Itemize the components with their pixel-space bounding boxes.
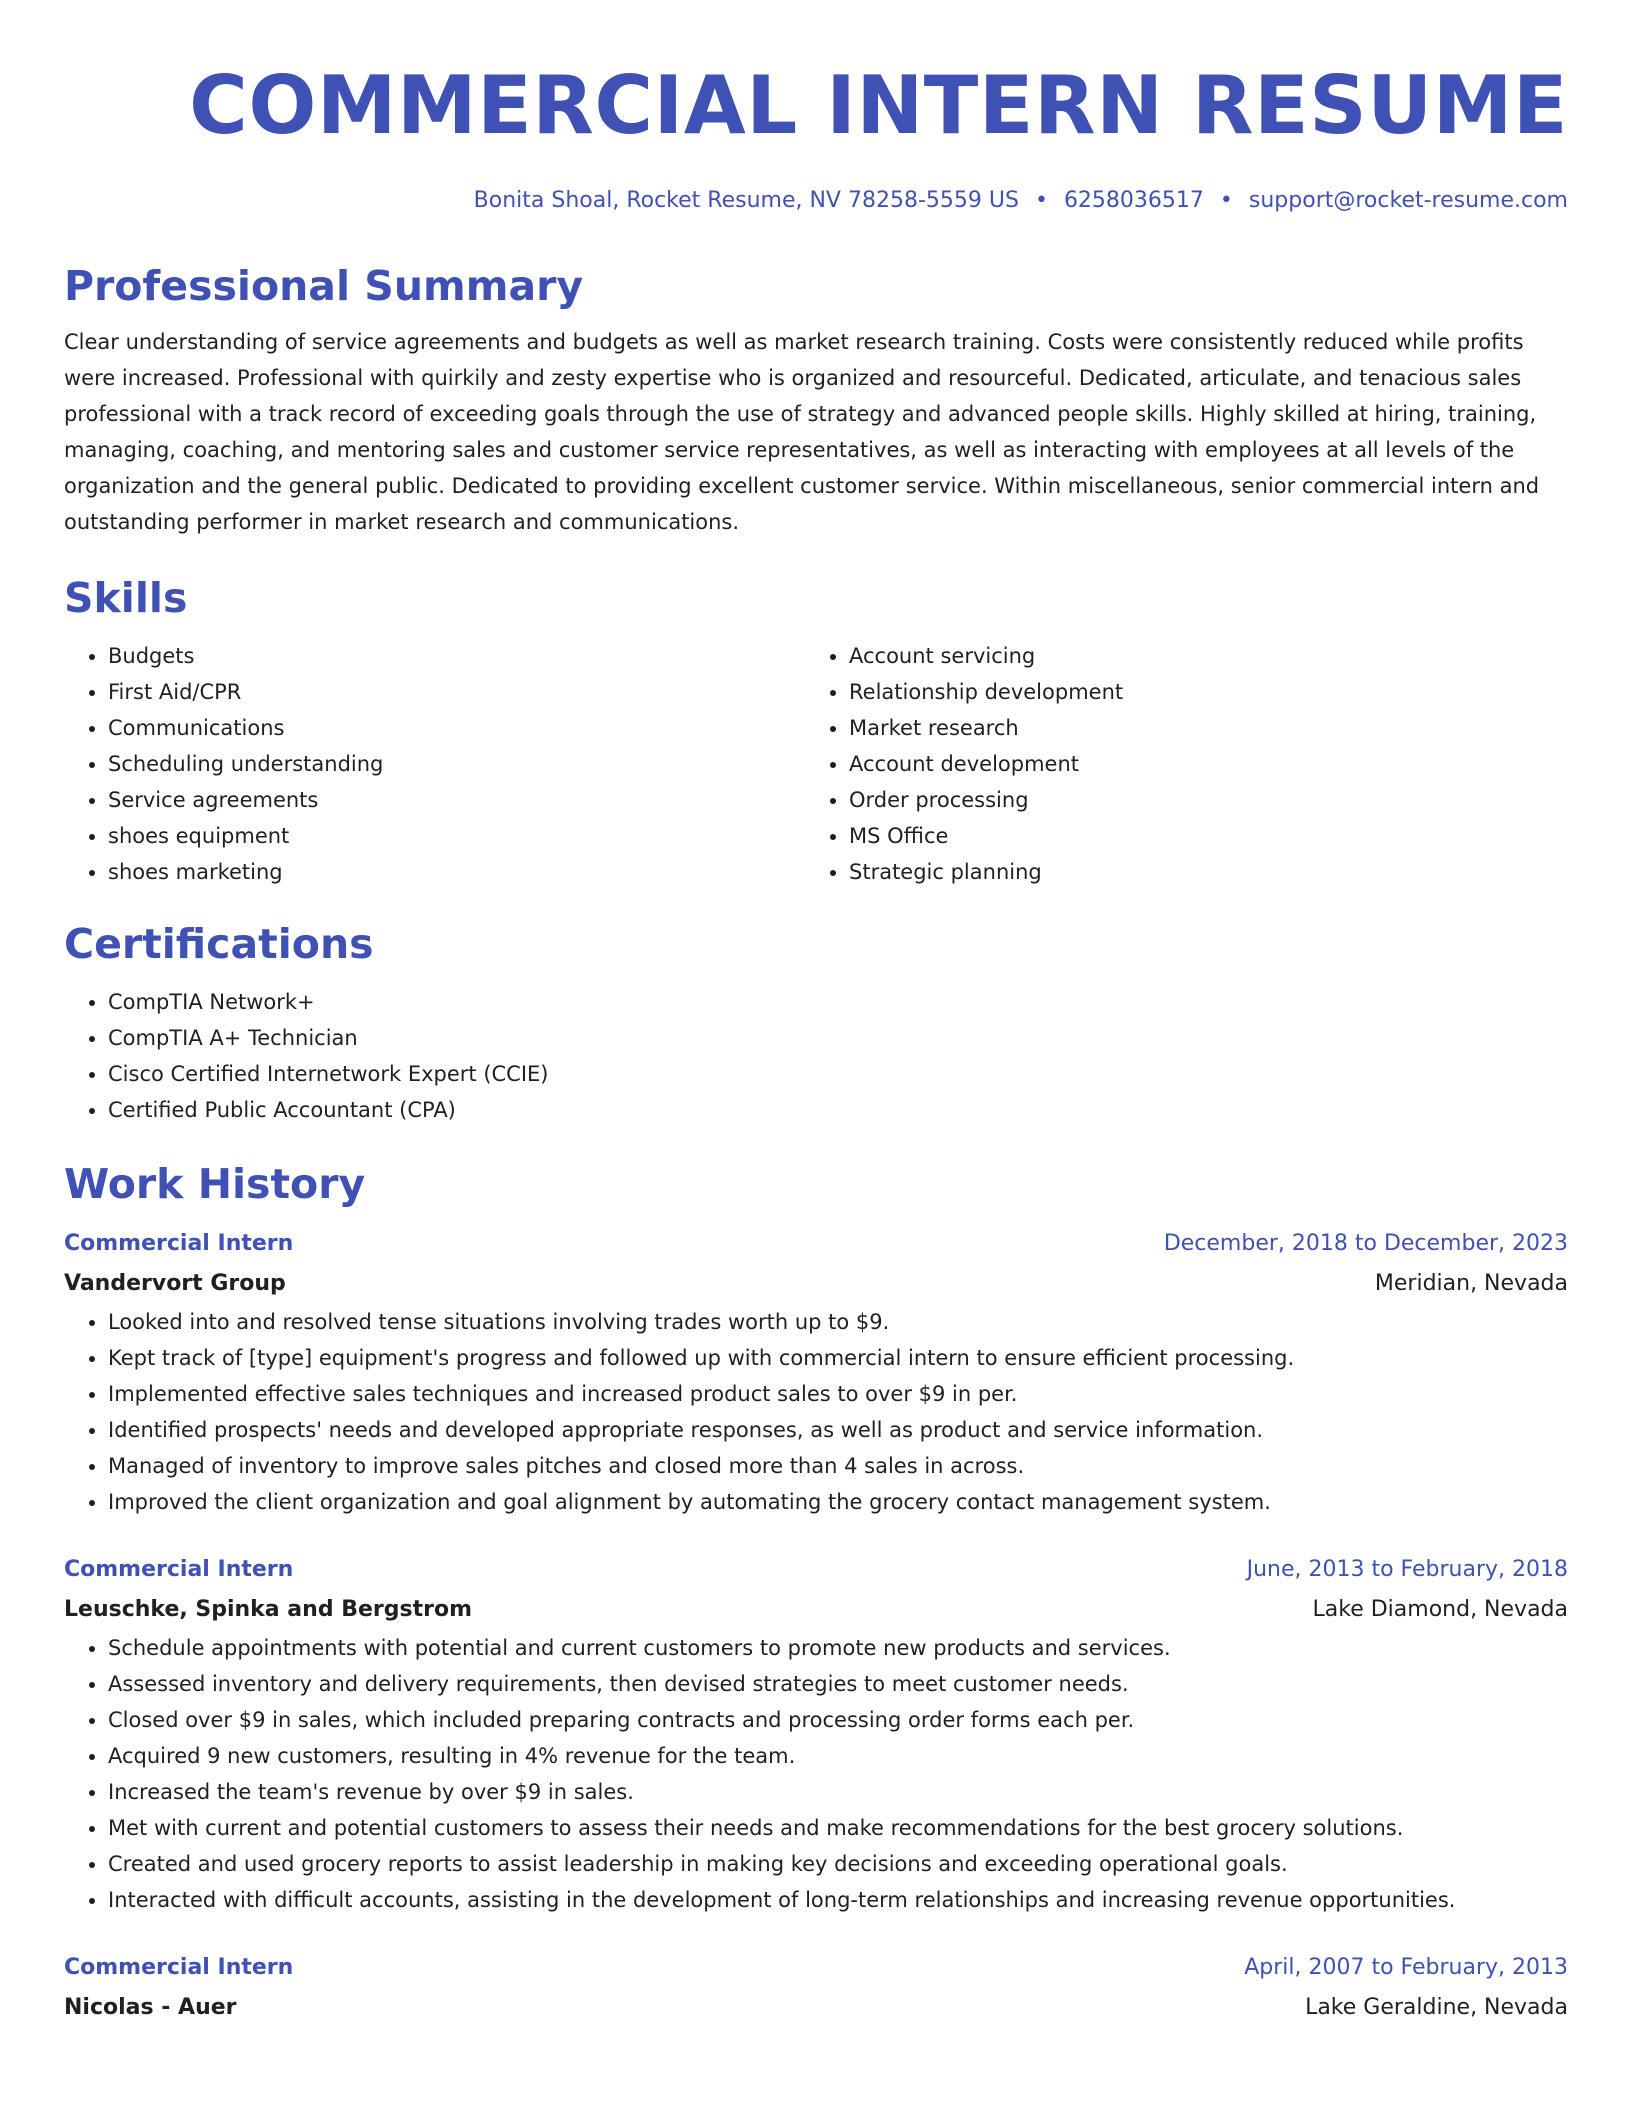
summary-text: Clear understanding of service agreements and budgets as well as market research training. Costs were consistently reduced while profits were increased. Professional with quirkily and zesty expertise who is organized and resourceful. Dedicated, articulate, and tenacious sales professional with a track record of exceeding goals through the use of strategy and advanced people skills. Highly skilled at hiring, training, managing, coaching, and mentoring sales and customer service representatives, as well as interacting with employees at all levels of the organization and the general public. Dedicated to providing excellent customer service. Within miscellaneous, senior commercial intern and outstanding performer in market research and communications. (64, 330, 1540, 534)
job-bullet: • Increased the team's revenue by over $9 in sales. (108, 1774, 1568, 1810)
job-header (64, 1550, 1568, 1590)
skills-heading: Skills (64, 574, 188, 622)
certification-item: • CompTIA A+ Technician (108, 1020, 1568, 1056)
job-bullet: • Identified prospects' needs and developed appropriate responses, as well as product and service information. (108, 1412, 1568, 1448)
job-title: Commercial Intern (64, 1557, 294, 1582)
job-entry (64, 1948, 1568, 2028)
certification-item: • Certified Public Accountant (CPA) (108, 1092, 1568, 1128)
work-history-section (64, 1158, 1568, 2028)
skill-item: • shoes marketing (108, 854, 805, 890)
resume-title: COMMERCIAL INTERN RESUME (189, 59, 1568, 152)
contact-phone: 6258036517 (1063, 188, 1204, 213)
contact-email[interactable]: support@rocket-resume.com (1248, 188, 1568, 213)
job-bullet: • Closed over $9 in sales, which included preparing contracts and processing order forms each per. (108, 1702, 1568, 1738)
contact-separator: • (1034, 188, 1048, 213)
certifications-list (64, 984, 1568, 1128)
summary-section (64, 260, 1568, 540)
contact-separator: • (1219, 188, 1233, 213)
skills-column-left (64, 638, 805, 890)
job-bullet: • Assessed inventory and delivery requirements, then devised strategies to meet customer needs. (108, 1666, 1568, 1702)
job-header (64, 1948, 1568, 1988)
skill-item: • Communications (108, 710, 805, 746)
skill-item: • Relationship development (849, 674, 1546, 710)
job-dates: June, 2013 to February, 2018 (1246, 1557, 1568, 1582)
skills-section (64, 572, 1568, 890)
job-bullet: • Created and used grocery reports to assist leadership in making key decisions and exceeding operational goals. (108, 1846, 1568, 1882)
skill-item: • MS Office (849, 818, 1546, 854)
job-bullet: • Schedule appointments with potential and current customers to promote new products and services. (108, 1630, 1568, 1666)
job-bullet: • Met with current and potential customers to assess their needs and make recommendations for the best grocery solutions. (108, 1810, 1568, 1846)
skills-column-right (805, 638, 1546, 890)
skill-item: • Account servicing (849, 638, 1546, 674)
skill-item: • Scheduling understanding (108, 746, 805, 782)
skill-item: • First Aid/CPR (108, 674, 805, 710)
job-bullet: • Improved the client organization and goal alignment by automating the grocery contact management system. (108, 1484, 1568, 1520)
skills-columns (64, 638, 1568, 890)
job-bullet: • Interacted with difficult accounts, assisting in the development of long-term relationships and increasing revenue opportunities. (108, 1882, 1568, 1918)
job-bullet: • Implemented effective sales techniques and increased product sales to over $9 in per. (108, 1376, 1568, 1412)
job-dates: April, 2007 to February, 2013 (1244, 1955, 1568, 1980)
job-bullets (64, 1630, 1568, 1918)
certification-item: • CompTIA Network+ (108, 984, 1568, 1020)
work-history-heading: Work History (64, 1160, 366, 1208)
job-subheader (64, 1264, 1568, 1304)
job-subheader (64, 1988, 1568, 2028)
skill-item: • shoes equipment (108, 818, 805, 854)
job-entry (64, 1550, 1568, 1918)
job-bullet: • Managed of inventory to improve sales pitches and closed more than 4 sales in across. (108, 1448, 1568, 1484)
skill-item: • Market research (849, 710, 1546, 746)
skill-item: • Order processing (849, 782, 1546, 818)
job-bullets (64, 1304, 1568, 1520)
skills-list-right (805, 638, 1546, 890)
job-bullet: • Looked into and resolved tense situations involving trades worth up to $9. (108, 1304, 1568, 1340)
contact-address: Bonita Shoal, Rocket Resume, NV 78258-5559 US (473, 188, 1019, 213)
skill-item: • Account development (849, 746, 1546, 782)
skill-item: • Budgets (108, 638, 805, 674)
job-company: Leuschke, Spinka and Bergstrom (64, 1597, 473, 1622)
job-dates: December, 2018 to December, 2023 (1163, 1231, 1568, 1256)
skill-item: • Strategic planning (849, 854, 1546, 890)
job-company: Vandervort Group (64, 1271, 286, 1296)
certification-item: • Cisco Certified Internetwork Expert (CCIE) (108, 1056, 1568, 1092)
job-subheader (64, 1590, 1568, 1630)
summary-heading: Professional Summary (64, 262, 584, 310)
job-bullet: • Kept track of [type] equipment's progress and followed up with commercial intern to ensure efficient processing. (108, 1340, 1568, 1376)
certifications-section (64, 918, 1568, 1128)
job-bullet: • Acquired 9 new customers, resulting in 4% revenue for the team. (108, 1738, 1568, 1774)
skills-list-left (64, 638, 805, 890)
job-entry (64, 1224, 1568, 1520)
job-header (64, 1224, 1568, 1264)
skill-item: • Service agreements (108, 782, 805, 818)
job-title: Commercial Intern (64, 1231, 294, 1256)
job-company: Nicolas - Auer (64, 1995, 237, 2020)
job-location: Lake Geraldine, Nevada (1305, 1995, 1568, 2020)
job-location: Lake Diamond, Nevada (1312, 1597, 1568, 1622)
job-title: Commercial Intern (64, 1955, 294, 1980)
job-location: Meridian, Nevada (1374, 1271, 1568, 1296)
contact-line (64, 186, 1568, 216)
certifications-heading: Certifications (64, 920, 374, 968)
